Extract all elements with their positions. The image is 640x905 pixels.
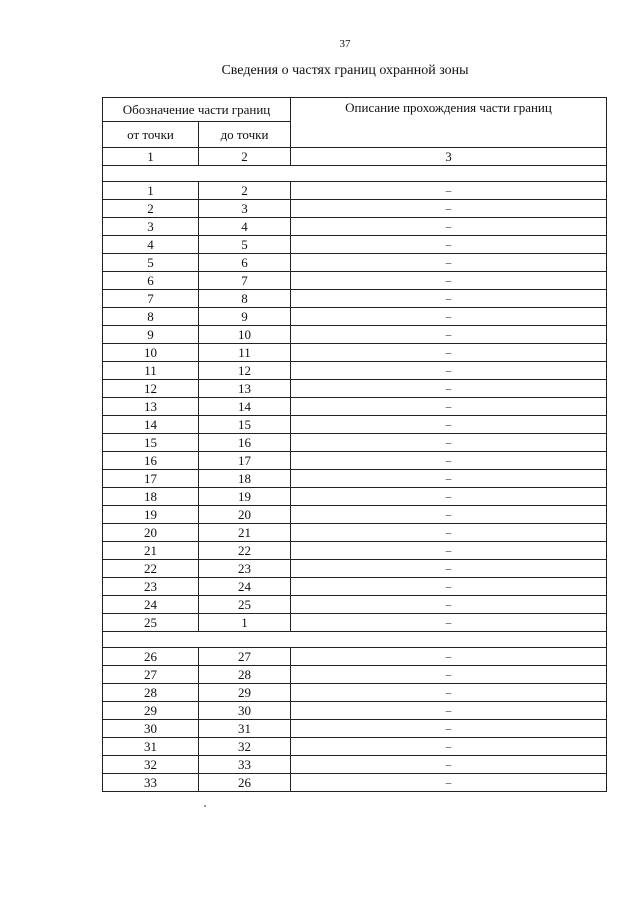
page-number: 37: [339, 38, 351, 50]
description-cell: –: [291, 218, 607, 236]
table-row: [103, 756, 607, 774]
section-label: [103, 166, 607, 182]
to-point-cell: 31: [199, 720, 291, 738]
from-point-cell: 18: [103, 488, 199, 506]
description-cell: –: [291, 344, 607, 362]
from-point-cell: 33: [103, 774, 199, 792]
description-cell: –: [291, 596, 607, 614]
to-point-cell: 32: [199, 738, 291, 756]
table-row: [103, 596, 607, 614]
description-cell: –: [291, 738, 607, 756]
to-point-cell: 4: [199, 218, 291, 236]
from-point-cell: 11: [103, 362, 199, 380]
description-cell: –: [291, 506, 607, 524]
to-point-cell: 33: [199, 756, 291, 774]
document-title: Сведения о частях границ охранной зоны: [221, 63, 469, 78]
to-point-cell: 9: [199, 308, 291, 326]
table-row: [103, 398, 607, 416]
from-point-cell: 7: [103, 290, 199, 308]
table-row: [103, 506, 607, 524]
header-from-point: от точки: [103, 122, 199, 148]
to-point-cell: 23: [199, 560, 291, 578]
table-row: [103, 200, 607, 218]
description-cell: –: [291, 272, 607, 290]
header-boundary-designation: Обозначение части границ: [103, 98, 291, 122]
to-point-cell: 20: [199, 506, 291, 524]
table-row: [103, 452, 607, 470]
to-point-cell: 1: [199, 614, 291, 632]
table-row: [103, 666, 607, 684]
from-point-cell: 32: [103, 756, 199, 774]
description-cell: –: [291, 200, 607, 218]
section-separator-row: [103, 632, 607, 648]
table-row: [103, 362, 607, 380]
table-row: [103, 524, 607, 542]
section-label: [103, 632, 607, 648]
scan-speck: [204, 805, 206, 807]
column-number-row: [103, 148, 607, 166]
from-point-cell: 31: [103, 738, 199, 756]
table-row: [103, 308, 607, 326]
column-number: 2: [199, 148, 291, 166]
to-point-cell: 14: [199, 398, 291, 416]
description-cell: –: [291, 648, 607, 666]
table-row: [103, 774, 607, 792]
column-number: 3: [291, 148, 607, 166]
table-row: [103, 218, 607, 236]
from-point-cell: 15: [103, 434, 199, 452]
from-point-cell: 13: [103, 398, 199, 416]
to-point-cell: 18: [199, 470, 291, 488]
from-point-cell: 12: [103, 380, 199, 398]
from-point-cell: 29: [103, 702, 199, 720]
to-point-cell: 11: [199, 344, 291, 362]
table-row: [103, 684, 607, 702]
from-point-cell: 14: [103, 416, 199, 434]
table-row: [103, 236, 607, 254]
to-point-cell: 6: [199, 254, 291, 272]
table-row: [103, 560, 607, 578]
from-point-cell: 24: [103, 596, 199, 614]
description-cell: –: [291, 560, 607, 578]
to-point-cell: 2: [199, 182, 291, 200]
to-point-cell: 10: [199, 326, 291, 344]
description-cell: –: [291, 416, 607, 434]
description-cell: –: [291, 398, 607, 416]
description-cell: –: [291, 182, 607, 200]
from-point-cell: 20: [103, 524, 199, 542]
from-point-cell: 2: [103, 200, 199, 218]
to-point-cell: 15: [199, 416, 291, 434]
table-row: [103, 326, 607, 344]
from-point-cell: 9: [103, 326, 199, 344]
description-cell: –: [291, 756, 607, 774]
description-cell: –: [291, 774, 607, 792]
to-point-cell: 30: [199, 702, 291, 720]
description-cell: –: [291, 488, 607, 506]
to-point-cell: 19: [199, 488, 291, 506]
table-row: [103, 380, 607, 398]
to-point-cell: 22: [199, 542, 291, 560]
table-row: [103, 720, 607, 738]
column-number: 1: [103, 148, 199, 166]
from-point-cell: 5: [103, 254, 199, 272]
description-cell: –: [291, 434, 607, 452]
to-point-cell: 29: [199, 684, 291, 702]
description-cell: –: [291, 308, 607, 326]
description-cell: –: [291, 524, 607, 542]
table-row: [103, 254, 607, 272]
from-point-cell: 23: [103, 578, 199, 596]
description-cell: –: [291, 254, 607, 272]
table-header: [103, 98, 607, 148]
header-boundary-description: Описание прохождения части границ: [291, 98, 607, 148]
to-point-cell: 28: [199, 666, 291, 684]
description-cell: –: [291, 702, 607, 720]
to-point-cell: 16: [199, 434, 291, 452]
description-cell: –: [291, 720, 607, 738]
table-row: [103, 272, 607, 290]
description-cell: –: [291, 380, 607, 398]
table-row: [103, 470, 607, 488]
table-row: [103, 182, 607, 200]
table-row: [103, 702, 607, 720]
description-cell: –: [291, 542, 607, 560]
from-point-cell: 22: [103, 560, 199, 578]
from-point-cell: 1: [103, 182, 199, 200]
from-point-cell: 3: [103, 218, 199, 236]
table-row: [103, 648, 607, 666]
description-cell: –: [291, 452, 607, 470]
from-point-cell: 27: [103, 666, 199, 684]
to-point-cell: 24: [199, 578, 291, 596]
from-point-cell: 6: [103, 272, 199, 290]
description-cell: –: [291, 578, 607, 596]
table-row: [103, 542, 607, 560]
description-cell: –: [291, 236, 607, 254]
to-point-cell: 17: [199, 452, 291, 470]
from-point-cell: 17: [103, 470, 199, 488]
from-point-cell: 8: [103, 308, 199, 326]
description-cell: –: [291, 684, 607, 702]
table-row: [103, 488, 607, 506]
from-point-cell: 26: [103, 648, 199, 666]
description-cell: –: [291, 290, 607, 308]
from-point-cell: 25: [103, 614, 199, 632]
to-point-cell: 21: [199, 524, 291, 542]
to-point-cell: 8: [199, 290, 291, 308]
table-body: [103, 148, 607, 792]
from-point-cell: 4: [103, 236, 199, 254]
to-point-cell: 7: [199, 272, 291, 290]
boundary-parts-table: [102, 97, 607, 792]
to-point-cell: 3: [199, 200, 291, 218]
description-cell: –: [291, 326, 607, 344]
from-point-cell: 10: [103, 344, 199, 362]
table-row: [103, 416, 607, 434]
description-cell: –: [291, 470, 607, 488]
header-to-point: до точки: [199, 122, 291, 148]
to-point-cell: 5: [199, 236, 291, 254]
to-point-cell: 13: [199, 380, 291, 398]
from-point-cell: 21: [103, 542, 199, 560]
to-point-cell: 12: [199, 362, 291, 380]
description-cell: –: [291, 614, 607, 632]
description-cell: –: [291, 666, 607, 684]
from-point-cell: 16: [103, 452, 199, 470]
section-separator-row: [103, 166, 607, 182]
to-point-cell: 26: [199, 774, 291, 792]
table-row: [103, 290, 607, 308]
description-cell: –: [291, 362, 607, 380]
to-point-cell: 25: [199, 596, 291, 614]
from-point-cell: 30: [103, 720, 199, 738]
table-row: [103, 434, 607, 452]
table-row: [103, 344, 607, 362]
table-row: [103, 578, 607, 596]
table-row: [103, 738, 607, 756]
table-row: [103, 614, 607, 632]
from-point-cell: 19: [103, 506, 199, 524]
to-point-cell: 27: [199, 648, 291, 666]
from-point-cell: 28: [103, 684, 199, 702]
